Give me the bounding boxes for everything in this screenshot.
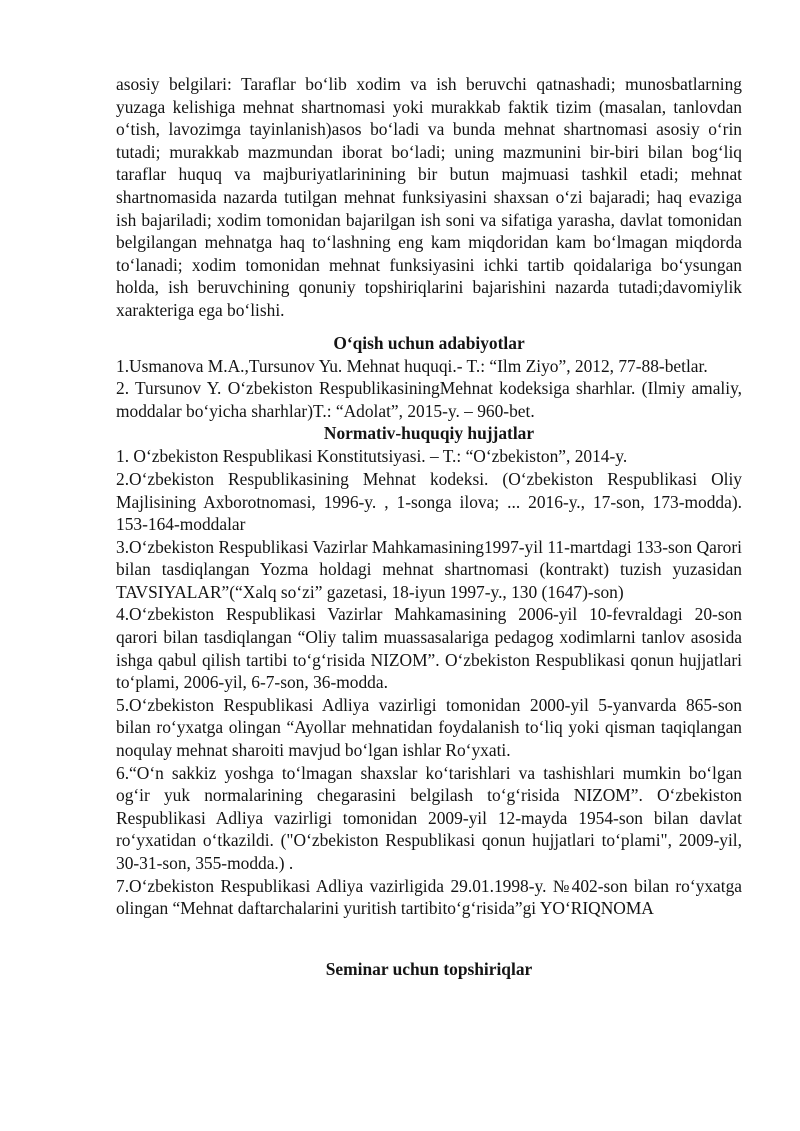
normative-item: 2.O‘zbekiston Respublikasining Mehnat kodeksi. (O‘zbekiston Respublikasi Oliy Majlisining Axborotnomasi, 1996-y. , 1-songa ilova; ... 2016-y., 17-son, 173-modda). 153-164-moddalar bbox=[116, 468, 742, 535]
document-page bbox=[116, 73, 742, 981]
reading-item: 2. Tursunov Y. O‘zbekiston RespublikasiningMehnat kodeksiga sharhlar. (Ilmiy amaliy, moddalar bo‘yicha sharhlar)T.: “Adolat”, 2015-y. – 960-bet. bbox=[116, 378, 742, 421]
normative-item: 7.O‘zbekiston Respublikasi Adliya vazirligida 29.01.1998-y. №402-son bilan ro‘yxatga olingan “Mehnat daftarchalarini yuritish tartibito‘g‘risida”gi YO‘RIQNOMA bbox=[116, 875, 742, 919]
spacer bbox=[116, 920, 742, 958]
normative-item: 4.O‘zbekiston Respublikasi Vazirlar Mahkamasining 2006-yil 10-fevraldagi 20-son qarori bilan tasdiqlangan “Oliy talim muassasalariga pedagog xodimlarni tanlov asosida ishga qabul qilish tartibi to‘g‘risida NIZOM”. O‘zbekiston Respublikasi qonun hujjatlari to‘plami, 2006-yil, 6-7-son, 36-modda. bbox=[116, 604, 742, 693]
normative-item: 1. O‘zbekiston Respublikasi Konstitutsiyasi. – T.: “O‘zbekiston”, 2014-y. bbox=[116, 446, 628, 467]
normative-item: 3.O‘zbekiston Respublikasi Vazirlar Mahkamasining1997-yil 11-martdagi 133-son Qarori bilan tasdiqlangan Yozma holdagi mehnat shartnomasi (kontrakt) tuzish yuzasidan TAVSIYALAR”(“Xalq so‘zi” gazetasi, 18-iyun 1997-y., 130 (1647)-son) bbox=[116, 536, 742, 602]
reading-heading: O‘qish uchun adabiyotlar bbox=[333, 332, 525, 353]
intro-paragraph: asosiy belgilari: Taraflar bo‘lib xodim va ish beruvchi qatnashadi; munosbatlarning yuzaga kelishiga mehnat shartnomasi yoki murakkab faktik tizim (masalan, tanlovdan o‘tish, lavozimga tayinlanish)asos bo‘ladi va bunda mehnat shartnomasi asosiy o‘rin tutadi; murakkab mazmundan iborat bo‘ladi; uning mazmunini bir-biri bilan bog‘liq taraflar huquq va majburiyatlarinining bir butun majmuasi tashkil etadi; mehnat shartnomasida nazarda tutilgan mehnat funksiyasini shaxsan o‘zi bajaradi; haq evaziga ish bajariladi; xodim tomonidan bajarilgan ish soni va sifatiga yarasha, davlat tomonidan belgilangan mehnatga haq to‘lashning eng kam miqdoridan kam bo‘lmagan miqdorda to‘lanadi; xodim tomonidan mehnat funksiyasini ichki tartib qoidalariga bo‘ysungan holda, ish beruvchining qonuniy topshiriqlarini bajarishini nazarda tutadi;davomiylik xarakteriga ega bo‘lishi. bbox=[116, 74, 742, 320]
normative-heading: Normativ-huquqiy hujjatlar bbox=[323, 423, 535, 444]
normative-item: 6.“O‘n sakkiz yoshga to‘lmagan shaxslar ko‘tarishlari va tashishlari mumkin bo‘lgan og‘ir yuk normalarining chegarasini belgilash to‘g‘risida NIZOM”. O‘zbekiston Respublikasi Adliya vazirligi tomonidan 2009-yil 12-mayda 1954-son bilan davlat ro‘yxatidan o‘tkazildi. ("O‘zbekiston Respublikasi qonun hujjatlari to‘plami", 2009-yil, 30-31-son, 355-modda.) . bbox=[116, 762, 742, 873]
seminar-heading: Seminar uchun topshiriqlar bbox=[325, 958, 533, 979]
spacer bbox=[116, 322, 742, 332]
reading-item: 1.Usmanova M.A.,Tursunov Yu. Mehnat huquqi.- T.: “Ilm Ziyo”, 2012, 77-88-betlar. bbox=[116, 355, 708, 376]
normative-item: 5.O‘zbekiston Respublikasi Adliya vazirligi tomonidan 2000-yil 5-yanvarda 865-son bilan ro‘yxatga olingan “Ayollar mehnatidan foydalanish to‘liq yoki qisman taqiqlangan noqulay mehnat sharoiti mavjud bo‘lgan ishlar Ro‘yxati. bbox=[116, 694, 742, 761]
